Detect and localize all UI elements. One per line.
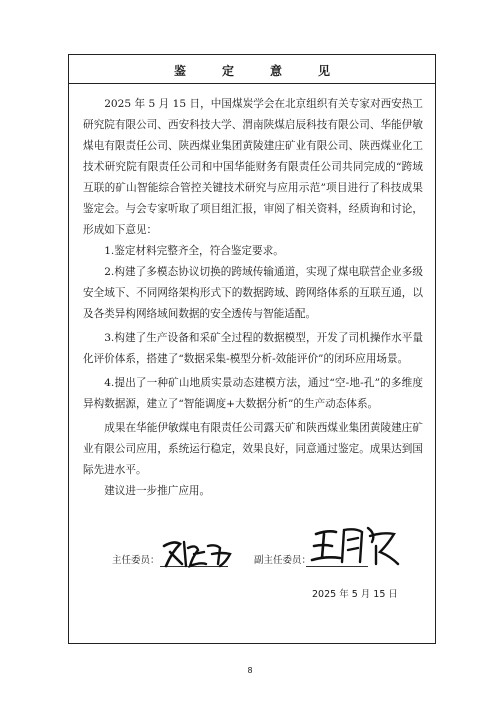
conclusion-paragraph: 成果在华能伊敏煤电有限责任公司露天矿和陕西煤业集团黄陵建庄矿业有限公司应用，系统运行稳定，效果良好，同意通过鉴定。成果达到国际先进水平。 [83, 422, 423, 476]
chair-signature-line [160, 566, 228, 567]
suggestion-paragraph: 建议进一步推广应用。 [104, 485, 211, 497]
opinion-item-2: 2.构建了多模态协议切换的跨域传输通道，实现了煤电联营企业多级安全域下、不同网络架构形式下的数据跨域、跨网络体系的互联互通，以及各类异构网络域间数据的安全透传与智能适配。 [83, 266, 423, 320]
page-number: 8 [247, 666, 253, 675]
header-row [69, 55, 435, 84]
intro-paragraph: 2025 年 5 月 15 日，中国煤炭学会在北京组织有关专家对西安热工研究院有限公司、西安科技大学、渭南陕煤启辰科技有限公司、华能伊敏煤电有限责任公司、陕西煤业集团黄陵建庄矿业有限公司、陕西煤业化工技术研究院有限责任公司和中国华能财务有限责任公司共同完成的“跨域互联的矿山智能综合管控关键技术研究与应用示范”项目进行了科技成果鉴定会。与会专家听取了项目组汇报，审阅了相关资料，经质询和讨论，形成如下意见： [83, 98, 423, 236]
opinion-item-1: 1.鉴定材料完整齐全，符合鉴定要求。 [104, 245, 284, 257]
opinion-body [83, 94, 423, 502]
vice-chair-label: 副主任委员： [254, 555, 312, 566]
chair-label: 主任委员： [112, 555, 160, 566]
page-title: 鉴定意见 [173, 64, 366, 78]
vice-chair-signature-line [306, 566, 368, 567]
opinion-item-4: 4.提出了一种矿山地质实景动态建模方法，通过“空-地-孔”的多维度异构数据源，建立了“智能调度+大数据分析”的生产动态体系。 [83, 377, 423, 410]
document-date: 2025 年 5 月 15 日 [312, 589, 398, 600]
opinion-item-3: 3.构建了生产设备和采矿全过程的数据模型，开发了司机操作水平量化评价体系，搭建了“数据采集-模型分析-效能评价”的闭环应用场景。 [83, 332, 423, 365]
